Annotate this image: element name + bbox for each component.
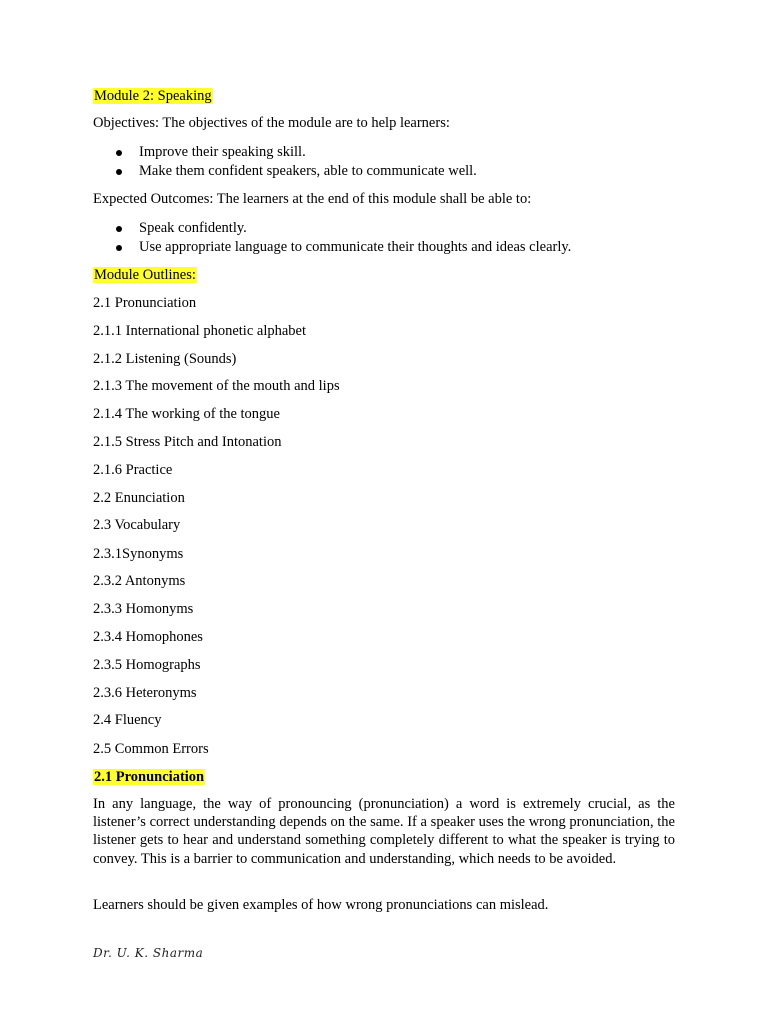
- outline-item: 2.1.4 The working of the tongue: [93, 406, 280, 422]
- outline-item: 2.2 Enunciation: [93, 490, 185, 506]
- outline-item: 2.3.1Synonyms: [93, 546, 184, 562]
- outline-heading: [93, 266, 197, 284]
- module-heading: [93, 87, 213, 105]
- bullet-icon: [116, 226, 122, 232]
- module-heading-text: Module 2: Speaking: [94, 88, 212, 104]
- outline-item: 2.3.6 Heteronyms: [93, 685, 197, 701]
- outline-item: 2.3.2 Antonyms: [93, 573, 186, 589]
- outline-item: 2.1 Pronunciation: [93, 295, 197, 311]
- outline-item: 2.3.4 Homophones: [93, 629, 203, 645]
- author-signature: Dr. U. K. Sharma: [93, 946, 204, 960]
- body-paragraph-2: Learners should be given examples of how wrong pronunciations can mislead.: [93, 897, 549, 913]
- section-heading-text: 2.1 Pronunciation: [94, 769, 205, 785]
- outline-item: 2.3 Vocabulary: [93, 517, 181, 533]
- bullet-icon: [116, 150, 122, 156]
- outline-item: 2.1.3 The movement of the mouth and lips: [93, 378, 340, 394]
- outline-item: 2.1.6 Practice: [93, 462, 173, 478]
- bullet-icon: [116, 245, 122, 251]
- outline-item: 2.1.5 Stress Pitch and Intonation: [93, 434, 282, 450]
- outcomes-intro: Expected Outcomes: The learners at the end of this module shall be able to:: [93, 191, 532, 207]
- bullet-icon: [116, 169, 122, 175]
- objective-item: Improve their speaking skill.: [139, 144, 306, 160]
- body-paragraph: In any language, the way of pronouncing (pronunciation) a word is extremely crucial, as the listener’s correct understanding depends on the same. If a speaker uses the wrong pronunciation, the listener gets to hear and understand something completely different to what the speaker is trying to convey. This is a barrier to communication and understanding, which needs to be avoided.: [93, 796, 675, 867]
- outline-item: 2.3.3 Homonyms: [93, 601, 194, 617]
- outline-item: 2.1.2 Listening (Sounds): [93, 351, 237, 367]
- objectives-intro: Objectives: The objectives of the module are to help learners:: [93, 115, 450, 131]
- outline-item: 2.3.5 Homographs: [93, 657, 201, 673]
- outcome-item: Use appropriate language to communicate their thoughts and ideas clearly.: [139, 239, 572, 255]
- outline-item: 2.1.1 International phonetic alphabet: [93, 323, 306, 339]
- outline-item: 2.4 Fluency: [93, 712, 162, 728]
- outline-item: 2.5 Common Errors: [93, 741, 209, 757]
- outcome-item: Speak confidently.: [139, 220, 247, 236]
- section-heading: [93, 768, 205, 786]
- objective-item: Make them confident speakers, able to communicate well.: [139, 163, 477, 179]
- outline-heading-text: Module Outlines:: [94, 267, 196, 283]
